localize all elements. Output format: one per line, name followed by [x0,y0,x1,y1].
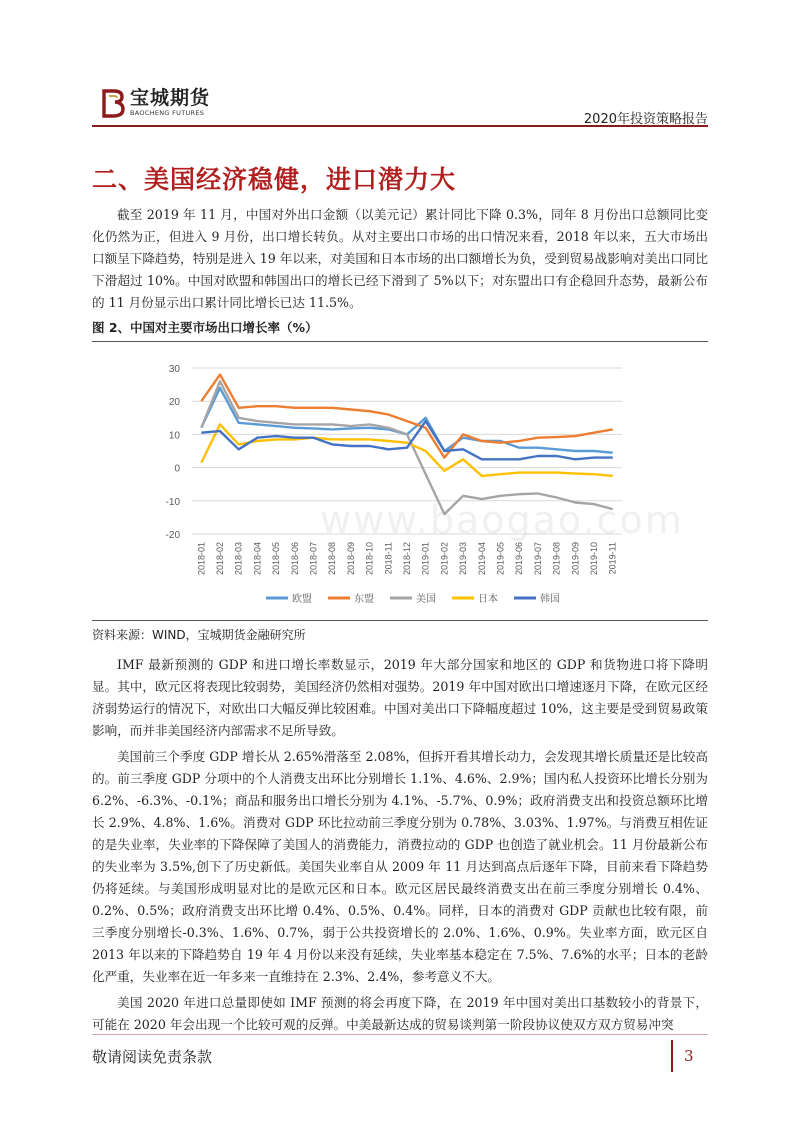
x-tick-label: 2019-04 [476,542,487,576]
y-tick-label: 30 [168,364,180,375]
figure-title: 图 2、中国对主要市场出口增长率（%） [92,320,318,335]
footer-separator [671,1040,673,1072]
x-tick-label: 2019-02 [439,542,450,576]
legend-label: 韩国 [540,594,560,605]
legend-label: 日本 [478,594,498,605]
x-tick-label: 2019-05 [495,542,506,576]
paragraph-3: 美国前三个季度 GDP 增长从 2.65%滑落至 2.08%，但拆开看其增长动力，会发现其增长质量还是比较高的。前三季度 GDP 分项中的个人消费支出环比分别增长 1.1%、4.6%、2.9%；国内私人投资环比增长分别为 6.2%、-6.3%、-0.1%；商品和服务出口增长分别为 4.1%、-5.7%、0.9%；政府消费支出和投资总额环比增长 2.9%、4.8%、1.6%。消费对 GDP 环比拉动前三季度分别为 0.78%、3.03%、1.97%。与消费互相佐证的是失业率，失业率的下降保障了美国人的消费能力，消费拉动的 GDP 也创造了就业机会。11 月份最新公布的失业率为 3.5%,创下了历史新低。美国失业率自从 2009 年 11 月达到高点后逐年下降，目前来看下降趋势仍将延续。与美国形成明显对比的是欧元区和日本。欧元区居民最终消费支出在前三季度分别增长 0.4%、0.2%、0.5%；政府消费支出环比增 0.4%、0.5%、0.4%。同样，日本的消费对 GDP 贡献也比较有限，前三季度分别增长-0.3%、1.6%、0.7%，弱于公共投资增长的 2.0%、1.6%、0.9%。失业率方面，欧元区自 2013 年以来的下降趋势自 19 年 4 月份以来没有延续，失业率基本稳定在 7.5%、7.6%的水平；日本的老龄化严重，失业率在近一年多来一直维持在 2.3%、2.4%，参考意义不大。 [92,749,708,984]
paragraph-1: 截至 2019 年 11 月，中国对外出口金额（以美元记）累计同比下降 0.3%，同年 8 月份出口总额同比变化仍然为正，但进入 9 月份，出口增长转负。从对主要出口市场的出口情况来看，2018 年以来，五大市场出口额呈下降趋势，特别是进入 19 年以来，对美国和日本市场的出口额增长为负，受到贸易战影响对美出口同比下滑超过 10%。中国对欧盟和韩国出口的增长已经下滑到了 5%以下；对东盟出口有企稳回升态势，最新公布的 11 月份显示出口累计同比增长已达 11.5%。 [92,207,708,310]
paragraph-2: IMF 最新预测的 GDP 和进口增长率数显示，2019 年大部分国家和地区的 GDP 和货物进口将下降明显。其中，欧元区将表现比较弱势，美国经济仍然相对强势。2019 年中国对欧出口增速逐月下降，在欧元区经济弱势运行的情况下，对欧出口大幅反弹比较困难。中国对美出口下降幅度超过 10%，这主要是受到贸易政策影响，而并非美国经济内部需求不足所导致。 [92,657,708,738]
legend-label: 美国 [416,594,436,605]
figure-top-rule [92,341,708,342]
x-tick-label: 2018-04 [252,542,263,576]
x-tick-label: 2018-06 [289,542,300,576]
x-tick-label: 2018-08 [327,542,338,576]
x-tick-label: 2018-09 [345,542,356,576]
x-tick-label: 2019-09 [570,542,581,576]
export-growth-chart [152,348,642,618]
report-title: 2020年投资策略报告 [583,112,708,127]
brand-logo-icon [100,88,126,118]
figure-source: 资料来源：WIND，宝城期货金融研究所 [92,628,306,642]
x-tick-label: 2019-06 [514,542,525,576]
x-tick-label: 2018-12 [402,542,412,576]
x-tick-label: 2018-01 [196,542,207,576]
x-tick-label: 2019-08 [551,542,562,576]
y-tick-label: 0 [174,463,180,475]
x-tick-label: 2018-02 [215,542,226,576]
x-tick-label: 2018-11 [383,542,394,575]
y-tick-label: -10 [165,496,180,508]
x-tick-label: 2018-05 [271,542,282,576]
series-line-东盟 [201,375,612,458]
section-heading: 二、美国经济稳健，进口潜力大 [92,165,457,194]
x-tick-label: 2019-07 [532,542,543,576]
series-line-日本 [201,424,612,476]
brand-name-en: BAOCHENG FUTURES [130,109,205,118]
x-tick-label: 2019-11 [607,542,618,575]
x-tick-label: 2019-03 [458,542,469,576]
page-number: 3 [684,1047,694,1065]
legend-label: 东盟 [354,594,374,605]
x-tick-label: 2019-10 [588,542,599,576]
figure-bottom-rule [92,620,708,621]
x-tick-label: 2019-01 [420,542,431,576]
brand-name: 宝城期货 [130,87,211,110]
watermark: www.baogao.com [320,498,684,542]
y-tick-label: -20 [165,530,180,541]
footer-disclaimer: 敬请阅读免责条款 [92,1048,213,1066]
x-tick-label: 2018-03 [233,542,244,576]
header-divider [92,125,708,127]
footer-divider [92,1034,708,1035]
brand-logo [100,86,210,120]
y-tick-label: 20 [168,397,180,409]
legend-label: 欧盟 [292,594,312,605]
paragraph-4: 美国 2020 年进口总量即使如 IMF 预测的将会再度下降，在 2019 年中国对美出口基数较小的背景下，可能在 2020 年会出现一个比较可观的反弹。中美最新达成的贸易谈判第一阶段协议使双方双方贸易冲突 [92,995,708,1032]
x-tick-label: 2018-07 [308,542,319,576]
y-tick-label: 10 [168,430,180,442]
x-tick-label: 2018-10 [364,542,375,576]
